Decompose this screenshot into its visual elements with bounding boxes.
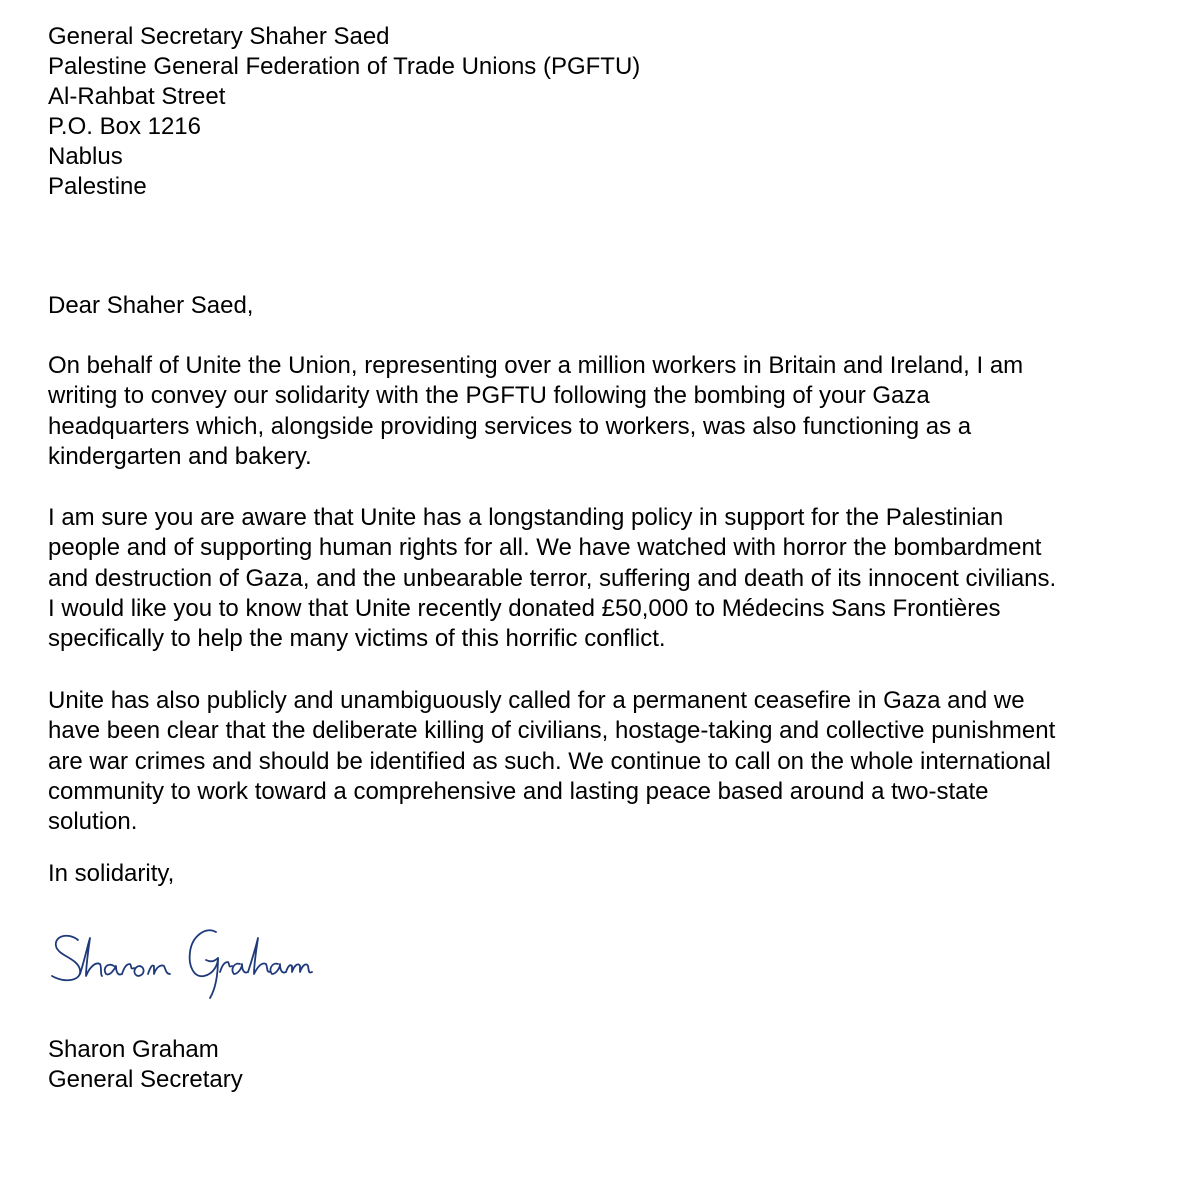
body-paragraph-ceasefire xyxy=(48,686,1158,837)
paragraph-line: On behalf of Unite the Union, representing over a million workers in Britain and Ireland, I am xyxy=(48,352,1024,379)
signature-stroke xyxy=(52,936,80,981)
paragraph-line: community to work toward a comprehensive and lasting peace based around a two-state xyxy=(48,777,989,805)
signature-stroke xyxy=(148,965,170,974)
handwritten-signature xyxy=(44,918,314,1008)
paragraph-line: are war crimes and should be identified as such. We continue to call on the whole international xyxy=(48,747,1051,775)
address-line-recipient: General Secretary Shaher Saed xyxy=(48,23,390,50)
paragraph-line: have been clear that the deliberate killing of civilians, hostage-taking and collective punishment xyxy=(48,717,1056,745)
address-line-organisation: Palestine General Federation of Trade Unions (PGFTU) xyxy=(48,53,641,80)
body-paragraph-policy xyxy=(48,503,1158,654)
signature-stroke xyxy=(134,966,143,976)
paragraph-line: and destruction of Gaza, and the unbearable terror, suffering and death of its innocent civilians. xyxy=(48,564,1057,592)
paragraph-line: headquarters which, alongside providing services to workers, was also functioning as a xyxy=(48,412,972,440)
paragraph-line: solution. xyxy=(48,808,138,836)
paragraph-line: people and of supporting human rights for all. We have watched with horror the bombardment xyxy=(48,534,1042,562)
paragraph-line: Unite has also publicly and unambiguously called for a permanent ceasefire in Gaza and we xyxy=(48,687,1025,714)
salutation: Dear Shaher Saed, xyxy=(48,292,254,319)
signature-stroke xyxy=(248,938,270,974)
signature-stroke xyxy=(232,964,248,974)
signature-stroke xyxy=(105,965,122,975)
signature-stroke xyxy=(190,930,218,976)
closing: In solidarity, xyxy=(48,860,175,887)
signature-strokes xyxy=(52,930,312,998)
signature-stroke xyxy=(122,964,134,974)
body-paragraph-solidarity xyxy=(48,351,1158,472)
signature-stroke xyxy=(286,964,312,972)
signer-name: Sharon Graham xyxy=(48,1036,219,1063)
signer-title: General Secretary xyxy=(48,1066,243,1093)
paragraph-line: I would like you to know that Unite recently donated £50,000 to Médecins Sans Frontières xyxy=(48,594,1001,622)
recipient-address xyxy=(48,22,640,202)
paragraph-line: writing to convey our solidarity with the PGFTU following the bombing of your Gaza xyxy=(48,382,930,410)
signature-stroke xyxy=(80,938,102,976)
paragraph-line: specifically to help the many victims of this horrific conflict. xyxy=(48,625,666,653)
signature-stroke xyxy=(270,964,286,974)
address-line-country: Palestine xyxy=(48,173,147,200)
paragraph-line: I am sure you are aware that Unite has a longstanding policy in support for the Palestinian xyxy=(48,504,1004,531)
paragraph-line: kindergarten and bakery. xyxy=(48,442,312,470)
address-line-po-box: P.O. Box 1216 xyxy=(48,113,201,140)
signer-block xyxy=(48,1035,243,1095)
address-line-city: Nablus xyxy=(48,143,123,170)
signature-stroke xyxy=(220,962,232,972)
address-line-street: Al-Rahbat Street xyxy=(48,83,226,110)
